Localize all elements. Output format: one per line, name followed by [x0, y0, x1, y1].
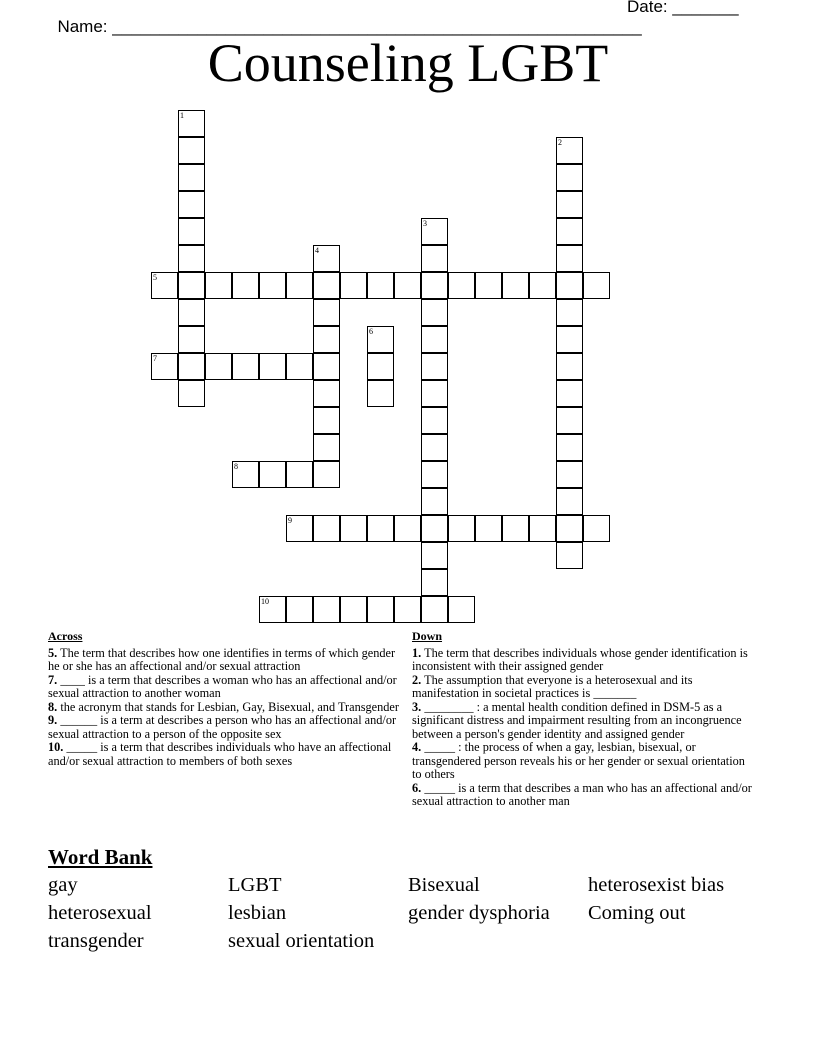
grid-cell[interactable]: [313, 434, 340, 461]
clue-number: 9: [288, 516, 292, 525]
grid-cell[interactable]: [421, 272, 448, 299]
across-clue: 8. the acronym that stands for Lesbian, Gay, Bisexual, and Transgender: [48, 699, 399, 714]
grid-cell[interactable]: [556, 218, 583, 245]
grid-cell[interactable]: [448, 515, 475, 542]
grid-cell[interactable]: [340, 515, 367, 542]
grid-cell[interactable]: [421, 488, 448, 515]
grid-cell[interactable]: [475, 272, 502, 299]
grid-cell[interactable]: [178, 218, 205, 245]
clue-number: 10: [261, 597, 269, 606]
across-clue: 10. _____ is a term that describes individuals who have an affectional and/or sexual attraction to members of both sexes: [48, 740, 392, 768]
grid-cell[interactable]: [556, 407, 583, 434]
word-bank-word: Coming out: [588, 902, 686, 924]
grid-cell[interactable]: [313, 461, 340, 488]
clue-number: 2: [558, 138, 562, 147]
down-clue: 1. The term that describes individuals whose gender identification is inconsistent with their assigned gender: [412, 645, 748, 673]
grid-cell[interactable]: [340, 272, 367, 299]
across-clue: 9. ______ is a term at describes a person who has an affectional and/or sexual attraction to a person of the opposite sex: [48, 713, 397, 741]
word-bank-word: sexual orientation: [228, 930, 375, 952]
across-clue: 5. The term that describes how one identifies in terms of which gender he or she has an affectional and/or sexual attraction: [48, 645, 396, 673]
grid-cell[interactable]: [421, 596, 448, 623]
grid-cell[interactable]: [232, 272, 259, 299]
grid-cell[interactable]: [475, 515, 502, 542]
across-clues: [48, 630, 404, 768]
grid-cell[interactable]: [556, 326, 583, 353]
grid-cell[interactable]: [367, 380, 394, 407]
grid-cell[interactable]: [583, 515, 610, 542]
down-clue: 4. _____ : the process of when a gay, lesbian, bisexual, or transgendered person reveals his or her gender or sexual orientation to others: [412, 740, 745, 781]
grid-cell[interactable]: [205, 353, 232, 380]
grid-cell[interactable]: [367, 353, 394, 380]
grid-cell[interactable]: [367, 515, 394, 542]
name-field[interactable]: Name: ________________________________________________________: [57, 17, 642, 36]
grid-cell[interactable]: [313, 596, 340, 623]
grid-cell[interactable]: [178, 299, 205, 326]
grid-cell[interactable]: [556, 299, 583, 326]
grid-cell[interactable]: [394, 515, 421, 542]
down-clue: 3. ________ : a mental health condition defined in DSM-5 as a significant distress and impairment resulting from an incongruence between a person's gender identity and assigned gender: [412, 699, 742, 741]
across-heading: Across: [48, 629, 83, 643]
grid-cell[interactable]: [448, 596, 475, 623]
grid-cell[interactable]: [421, 569, 448, 596]
grid-cell[interactable]: [286, 461, 313, 488]
word-bank-word: gender dysphoria: [408, 902, 550, 924]
grid-cell[interactable]: [394, 272, 421, 299]
word-bank-word: transgender: [48, 930, 144, 952]
grid-cell[interactable]: [313, 515, 340, 542]
grid-cell[interactable]: [556, 542, 583, 569]
date-field[interactable]: Date: _______: [627, 0, 739, 16]
grid-cell[interactable]: [421, 326, 448, 353]
word-bank-word: gay: [48, 874, 78, 896]
grid-cell[interactable]: [583, 272, 610, 299]
across-clue: 7. ____ is a term that describes a woman who has an affectional and/or sexual attraction to another woman: [48, 672, 397, 700]
grid-cell[interactable]: [313, 353, 340, 380]
grid-cell[interactable]: [340, 596, 367, 623]
grid-cell[interactable]: [421, 542, 448, 569]
down-clue: 6. _____ is a term that describes a man who has an affectional and/or sexual attraction to another man: [412, 780, 752, 808]
down-heading: Down: [412, 629, 443, 643]
grid-cell[interactable]: [178, 326, 205, 353]
grid-cell[interactable]: [502, 515, 529, 542]
grid-cell[interactable]: [259, 353, 286, 380]
grid-cell[interactable]: [556, 164, 583, 191]
grid-cell[interactable]: [421, 434, 448, 461]
grid-cell[interactable]: [556, 434, 583, 461]
grid-cell[interactable]: [556, 515, 583, 542]
word-bank-word: lesbian: [228, 902, 287, 924]
grid-cell[interactable]: [178, 137, 205, 164]
grid-cell[interactable]: [313, 299, 340, 326]
grid-cell[interactable]: [556, 461, 583, 488]
grid-cell[interactable]: [178, 353, 205, 380]
grid-cell[interactable]: [313, 326, 340, 353]
word-bank-word: Bisexual: [408, 874, 480, 896]
clue-number: 8: [234, 462, 238, 471]
grid-cell[interactable]: [286, 272, 313, 299]
grid-cell[interactable]: [421, 380, 448, 407]
clue-number: 5: [153, 273, 157, 282]
grid-cell[interactable]: [205, 272, 232, 299]
down-clues: [412, 630, 757, 809]
grid-cell[interactable]: [259, 461, 286, 488]
clue-number: 4: [315, 246, 319, 255]
grid-cell[interactable]: [421, 245, 448, 272]
grid-cell[interactable]: [421, 353, 448, 380]
grid-cell[interactable]: [529, 272, 556, 299]
grid-cell[interactable]: [178, 191, 205, 218]
grid-cell[interactable]: [259, 272, 286, 299]
grid-cell[interactable]: [421, 407, 448, 434]
grid-cell[interactable]: [556, 488, 583, 515]
grid-cell[interactable]: [313, 380, 340, 407]
page-title: Counseling LGBT: [207, 33, 609, 93]
clue-number: 6: [369, 327, 373, 336]
grid-cell[interactable]: [556, 380, 583, 407]
grid-cell[interactable]: [313, 272, 340, 299]
grid-cell[interactable]: [178, 272, 205, 299]
grid-cell[interactable]: [421, 461, 448, 488]
clue-number: 3: [423, 219, 427, 228]
grid-cell[interactable]: [232, 353, 259, 380]
grid-cell[interactable]: [367, 272, 394, 299]
grid-cell[interactable]: [556, 245, 583, 272]
clue-number: 7: [153, 354, 157, 363]
grid-cell[interactable]: [313, 407, 340, 434]
grid-cell[interactable]: [394, 596, 421, 623]
grid-cell[interactable]: [421, 515, 448, 542]
word-bank-word: heterosexual: [48, 902, 152, 924]
grid-cell[interactable]: [178, 245, 205, 272]
word-bank-word: heterosexist bias: [588, 874, 725, 896]
grid-cell[interactable]: [502, 272, 529, 299]
grid-cell[interactable]: [178, 164, 205, 191]
grid-cell[interactable]: [286, 353, 313, 380]
down-clue: 2. The assumption that everyone is a heterosexual and its manifestation in societal practices is _______: [412, 672, 693, 700]
grid-cell[interactable]: [556, 353, 583, 380]
word-bank-title: Word Bank: [48, 845, 153, 869]
grid-cell[interactable]: [421, 299, 448, 326]
grid-cell[interactable]: [448, 272, 475, 299]
grid-cell[interactable]: [286, 596, 313, 623]
clue-number: 1: [180, 111, 184, 120]
grid-cell[interactable]: [529, 515, 556, 542]
word-bank-word: LGBT: [228, 874, 282, 896]
grid-cell[interactable]: [367, 596, 394, 623]
grid-cell[interactable]: [556, 272, 583, 299]
grid-cell[interactable]: [178, 380, 205, 407]
grid-cell[interactable]: [556, 191, 583, 218]
